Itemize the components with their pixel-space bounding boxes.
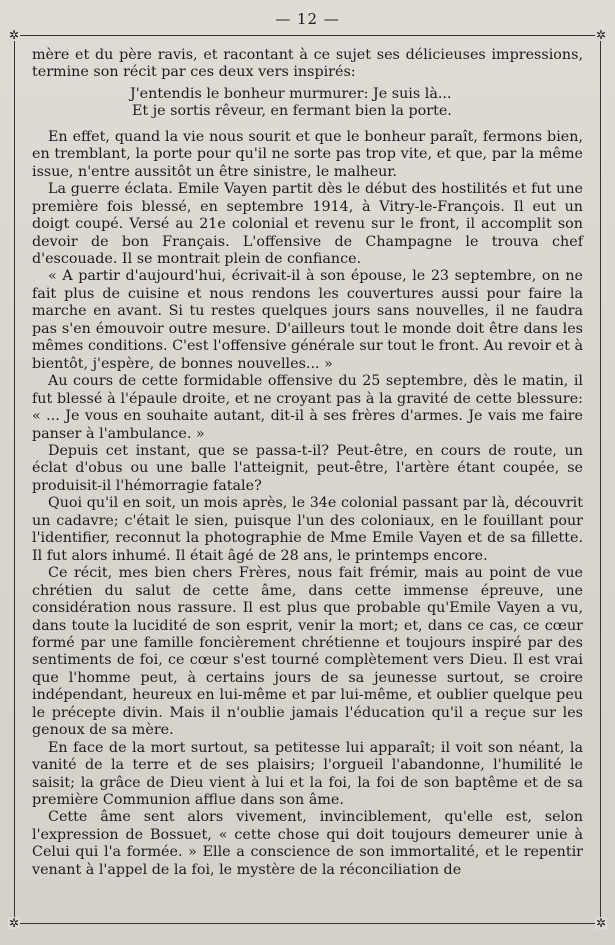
- paragraph: En effet, quand la vie nous sourit et que le bonheur paraît, fermons bien, en tremblant, la porte pour qu'il ne sorte pas trop vite, et que, par la même issue, n'entre aussitôt un être sinistre, le malheur.: [32, 128, 583, 180]
- frame-top-rule: [14, 35, 601, 36]
- frame-right-rule: [600, 35, 601, 923]
- paragraph: En face de la mort surtout, sa petitesse lui apparaît; il voit son néant, la vanité de la terre et de ses plaisirs; l'orgueil l'abandonne, l'humilité le saisit; la grâce de Dieu vient à lui et la foi, la foi de son baptême et de sa première Communion afflue dans son âme.: [32, 739, 583, 809]
- corner-ornament-icon: ✲: [595, 28, 606, 42]
- paragraph: Ce récit, mes bien chers Frères, nous fait frémir, mais au point de vue chrétien du salut de cette âme, dans cette immense épreuve, une considération nous rassure. Il est plus que probable qu'Emile Vayen a vu, dans toute la lucidité de son esprit, venir la mort; et, dans ce cas, ce cœur formé par une famille foncièrement chrétienne et toujours inspiré par des sentiments de foi, ce cœur s'est tourné complètement vers Dieu. Il est vrai que l'homme peut, à certains jours de sa jeunesse surtout, se croire indépendant, heureux en lui-même et par lui-même, et oublier quelque peu le précepte divin. Mais il n'oublie jamais l'éducation qu'il a reçue sur les genoux de sa mère.: [32, 565, 583, 739]
- body-text: [32, 47, 583, 879]
- paragraph: « A partir d'aujourd'hui, écrivait-il à son épouse, le 23 septembre, on ne fait plus de cuisine et nous rendons les couvertures aussi pour faire la marche en avant. Si tu restes quelques jours sans nouvelles, il ne faudra pas s'en émouvoir outre mesure. D'ailleurs tout le monde doit être dans les mêmes conditions. C'est l'offensive générale sur tout le front. Au revoir et à bientôt, j'espère, de bonnes nouvelles... »: [32, 268, 583, 372]
- paragraph: Cette âme sent alors vivement, invinciblement, qu'elle est, selon l'expression de Bossuet, « cette chose qui doit toujours demeurer unie à Celui qui l'a formée. » Elle a conscience de son immortalité, et le repentir venant à l'appel de la foi, le mystère de la réconciliation de: [32, 809, 583, 878]
- corner-ornament-icon: ✲: [595, 916, 606, 930]
- verse-quote: [32, 86, 583, 121]
- paragraph: Au cours de cette formidable offensive du 25 septembre, dès le matin, il fut blessé à l'épaule droite, et ne croyant pas à la gravité de cette blessure: « ... Je vous en souhaite autant, dit-il à ses frères d'armes. Je vais me faire panser à l'ambulance. »: [32, 373, 583, 442]
- page-number: — 12 —: [275, 10, 340, 28]
- paragraph: Depuis cet instant, que se passa-t-il? Peut-être, en cours de route, un éclat d'obus ou une balle l'atteignit, peut-être, l'artère étant coupée, se produisit-il l'hémorragie fatale?: [32, 442, 583, 494]
- frame-bottom-rule: [14, 923, 601, 924]
- paragraph: mère et du père ravis, et racontant à ce sujet ses délicieuses impressions, termine son récit par ces deux vers inspirés:: [32, 47, 583, 81]
- verse-line: Et je sortis rêveur, en fermant bien la porte.: [132, 103, 452, 120]
- corner-ornament-icon: ✲: [9, 916, 20, 930]
- frame-left-rule: [14, 35, 15, 923]
- paragraph: Quoi qu'il en soit, un mois après, le 34e colonial passant par là, découvrit un cadavre; c'était le sien, puisque l'un des coloniaux, en le fouillant pour l'identifier, reconnut la photographie de Mme Emile Vayen et de sa fillette. Il fut alors inhumé. Il était âgé de 28 ans, le printemps encore.: [32, 495, 583, 564]
- verse-line: J'entendis le bonheur murmurer: Je suis là...: [130, 85, 452, 102]
- corner-ornament-icon: ✲: [9, 28, 20, 42]
- paragraph: La guerre éclata. Emile Vayen partit dès le début des hostilités et fut une première fois blessé, en septembre 1914, à Vitry-le-François. Il eut un doigt coupé. Versé au 21e colonial et revenu sur le front, il accomplit son devoir de bon Français. L'offensive de Champagne le trouva chef d'escouade. Il se montrait plein de confiance.: [32, 181, 583, 267]
